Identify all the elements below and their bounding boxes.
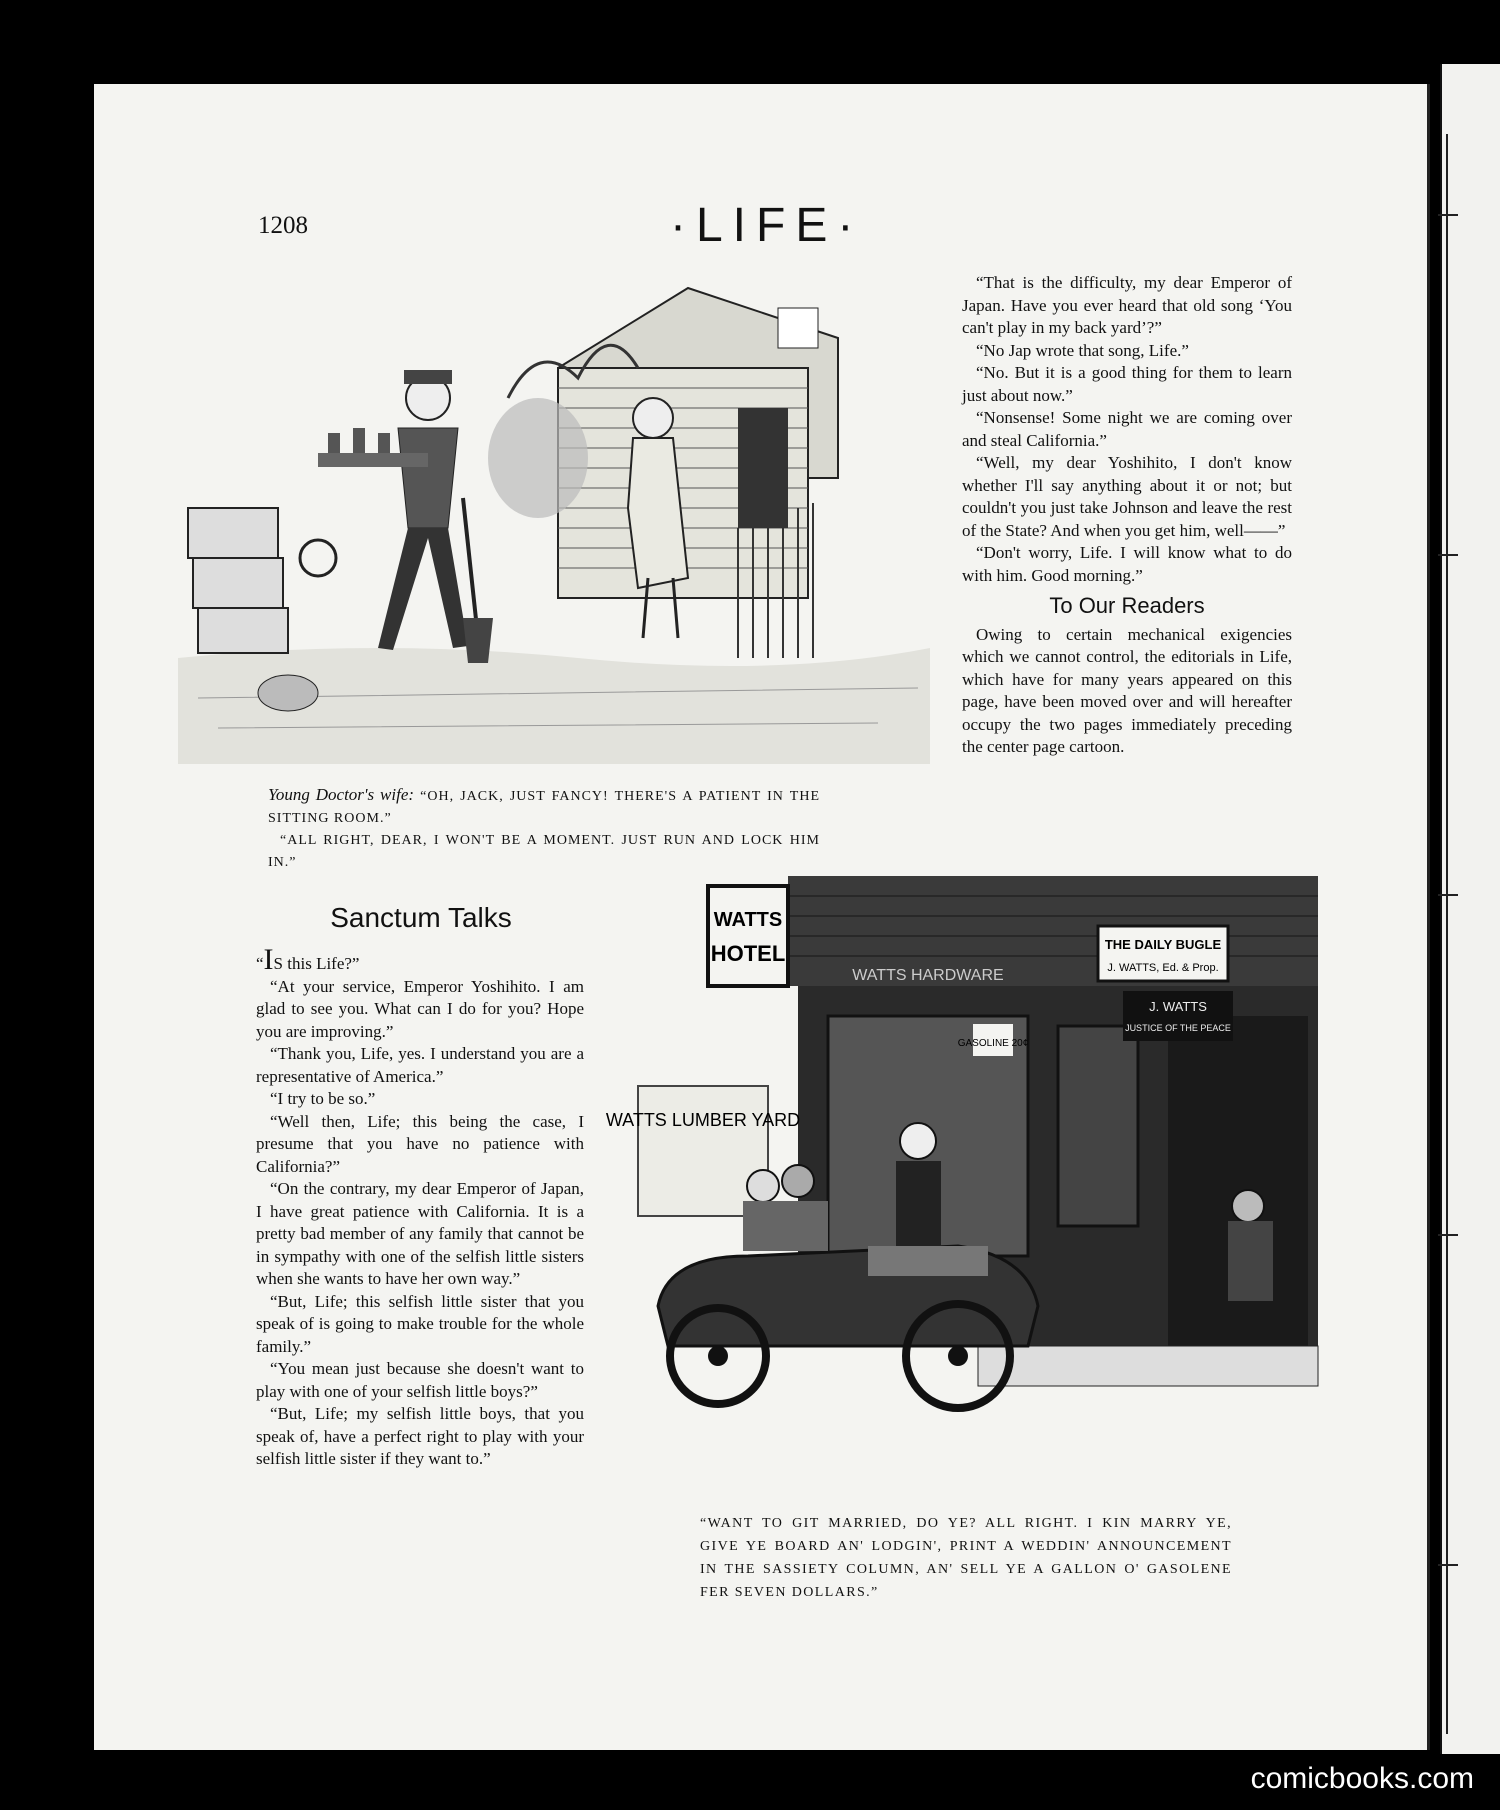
gasoline-sign: GASOLINE 20¢ bbox=[957, 1038, 1029, 1049]
rule-tick bbox=[1438, 1564, 1458, 1566]
masthead: ·LIFE· bbox=[670, 199, 864, 252]
caption-speaker: Young Doctor's wife: bbox=[268, 785, 415, 804]
sanctum-paragraph: “You mean just because she doesn't want to play with one of your selfish little boys?” bbox=[256, 1359, 584, 1401]
lumber-sign: WATTS LUMBER YARD bbox=[605, 1110, 801, 1130]
dialogue-paragraph: “Nonsense! Some night we are coming over and steal California.” bbox=[962, 408, 1292, 450]
hotel-sign-hotel: HOTEL bbox=[710, 941, 786, 966]
caption-line-2: “ALL RIGHT, DEAR, I WON'T BE A MOMENT. JUST RUN AND LOCK HIM IN.” bbox=[268, 833, 820, 870]
adjacent-page-edge bbox=[1440, 64, 1500, 1754]
sanctum-column bbox=[256, 943, 584, 1471]
doctor-cartoon-illustration bbox=[178, 278, 930, 764]
dialogue-paragraph: “Well, my dear Yoshihito, I don't know whether I'll say anything about it or not; but couldn't you just take Johnson and leave the rest of the State? And when you get him, well——” bbox=[962, 453, 1292, 540]
bugle-sign-owner: J. WATTS, Ed. & Prop. bbox=[1107, 962, 1219, 974]
sanctum-paragraph: “Thank you, Life, yes. I understand you are a representative of America.” bbox=[256, 1044, 584, 1086]
dialogue-paragraph: “No Jap wrote that song, Life.” bbox=[976, 340, 1189, 360]
rule-tick bbox=[1438, 1234, 1458, 1236]
justice-sign-name: J. WATTS bbox=[1149, 999, 1207, 1014]
readers-notice: Owing to certain mechanical exigencies which we cannot control, the editorials in Life, which have for many years appeared on this page, have been moved over and will hereafter occupy the two pages immediately preceding the center page cartoon. bbox=[962, 624, 1292, 756]
sanctum-paragraph: “But, Life; this selfish little sister that you speak of is going to make trouble for the whole family.” bbox=[256, 1291, 584, 1356]
caption-line-1: “OH, JACK, JUST FANCY! THERE'S A PATIENT IN THE SITTING ROOM.” bbox=[268, 789, 820, 826]
rule-tick bbox=[1438, 554, 1458, 556]
hardware-sign: WATTS HARDWARE bbox=[852, 967, 1004, 984]
sanctum-paragraph: “But, Life; my selfish little boys, that you speak of, have a perfect right to play with your selfish little sister if they want to.” bbox=[256, 1404, 584, 1468]
rule-tick bbox=[1438, 214, 1458, 216]
doctor-cartoon-caption bbox=[268, 784, 820, 874]
watermark: comicbooks.com bbox=[1250, 1762, 1474, 1795]
rule-tick bbox=[1438, 894, 1458, 896]
readers-heading: To Our Readers bbox=[1049, 593, 1205, 618]
sanctum-paragraph: “At your service, Emperor Yoshihito. I am glad to see you. What can I do for you? Hope you are improving.” bbox=[256, 976, 584, 1041]
hotel-sign-watts: WATTS bbox=[713, 909, 783, 931]
sanctum-paragraph: “I try to be so.” bbox=[270, 1089, 376, 1108]
page-number: 1208 bbox=[258, 212, 308, 239]
justice-sign-title: JUSTICE OF THE PEACE bbox=[1125, 1023, 1231, 1033]
sanctum-first-line: S this Life?” bbox=[273, 954, 360, 973]
sanctum-heading: Sanctum Talks bbox=[330, 902, 512, 933]
sanctum-paragraph: “Well then, Life; this being the case, I presume that you have no patience with California?” bbox=[256, 1111, 584, 1176]
column-rule bbox=[1446, 134, 1448, 1734]
dialogue-column-right bbox=[962, 272, 1292, 759]
watts-hotel-cartoon-caption: “WANT TO GIT MARRIED, DO YE? ALL RIGHT. I KIN MARRY YE, GIVE YE BOARD AN' LODGIN', PRINT A WEDDIN' ANNOUNCEMENT IN THE SASSIETY COLUMN, AN' SELL YE A GALLON O' GASOLENE FER SEVEN DOLLARS.” bbox=[700, 1516, 1232, 1600]
dialogue-paragraph: “That is the difficulty, my dear Emperor of Japan. Have you ever heard that old song ‘You can't play in my back yard’?” bbox=[962, 273, 1292, 337]
sanctum-paragraph: “On the contrary, my dear Emperor of Japan, I have great patience with California. It is a pretty bad member of any family that cannot be in sympathy with one of the selfish little sisters when she wants to have her own way.” bbox=[256, 1179, 584, 1288]
dialogue-paragraph: “No. But it is a good thing for them to learn just about now.” bbox=[962, 363, 1292, 405]
drop-cap: I bbox=[263, 943, 274, 976]
dialogue-paragraph: “Don't worry, Life. I will know what to do with him. Good morning.” bbox=[962, 543, 1292, 585]
bugle-sign-title: THE DAILY BUGLE bbox=[1104, 937, 1222, 952]
watts-hotel-cartoon-illustration bbox=[605, 876, 1318, 1496]
sanctum-first-paragraph: “IS this Life?” bbox=[256, 943, 360, 976]
